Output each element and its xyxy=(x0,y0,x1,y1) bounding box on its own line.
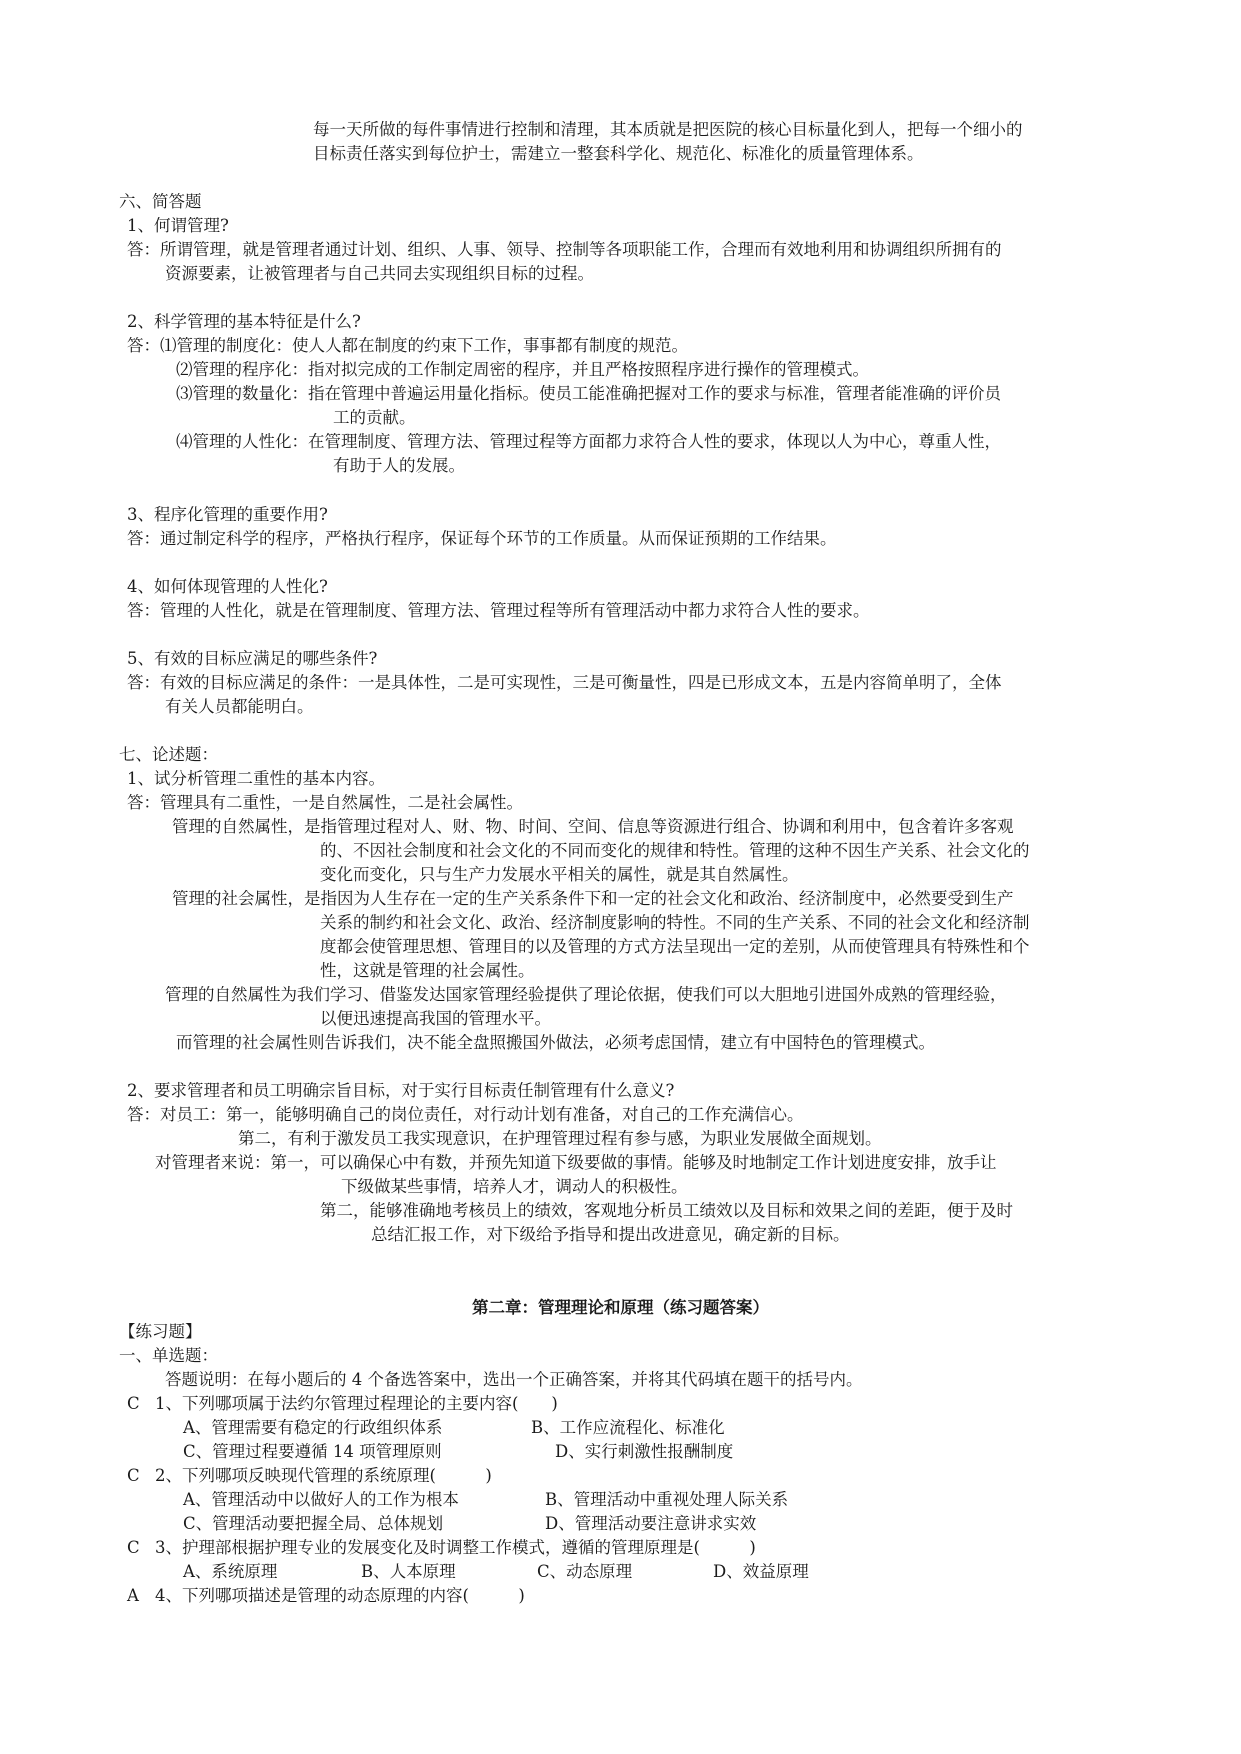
q2-option-b: B、管理活动中重视处理人际关系 xyxy=(545,1490,789,1509)
s7-q1-answer-5: 管理的社会属性，是指因为人生存在一定的生产关系条件下和一定的社会文化和政治、经济制度中，必然要受到生产 xyxy=(172,889,1014,908)
q1-stem: 1、下列哪项属于法约尔管理过程理论的主要内容( ) xyxy=(155,1394,558,1413)
q1-option-b: B、工作应流程化、标准化 xyxy=(531,1418,725,1437)
q3-answer-mark: C xyxy=(127,1538,140,1557)
s7-q1-answer-8: 性，这就是管理的社会属性。 xyxy=(320,961,535,980)
q1-answer-mark: C xyxy=(127,1394,140,1413)
s7-q1: 1、试分析管理二重性的基本内容。 xyxy=(127,769,385,788)
s7-q2-answer-5: 第二，能够准确地考核员上的绩效，客观地分析员工绩效以及目标和效果之间的差距，便于及时 xyxy=(320,1201,1013,1220)
q1-option-a: A、管理需要有稳定的行政组织体系 xyxy=(183,1418,443,1437)
instruction: 答题说明：在每小题后的 4 个备选答案中，选出一个正确答案，并将其代码填在题干的括号内。 xyxy=(165,1370,863,1389)
s6-q2: 2、科学管理的基本特征是什么? xyxy=(127,312,361,331)
s6-q2-answer-5: ⑷管理的人性化：在管理制度、管理方法、管理过程等方面都力求符合人性的要求，体现以人为中心，尊重人性， xyxy=(176,432,1001,451)
s7-q1-answer-1: 答：管理具有二重性，一是自然属性，二是社会属性。 xyxy=(127,793,523,812)
s7-q1-answer-6: 关系的制约和社会文化、政治、经济制度影响的特性。不同的生产关系、不同的社会文化和经济制 xyxy=(320,913,1030,932)
s6-q2-answer-4: 工的贡献。 xyxy=(333,408,416,427)
q4-answer-mark: A xyxy=(127,1586,139,1605)
q3-option-d: D、效益原理 xyxy=(713,1562,809,1581)
intro-line-2: 目标责任落实到每位护士，需建立一整套科学化、规范化、标准化的质量管理体系。 xyxy=(313,144,924,163)
chapter2-title: 第二章：管理理论和原理（练习题答案） xyxy=(472,1298,769,1317)
s7-q2-answer-1: 答：对员工：第一，能够明确自己的岗位责任，对行动计划有准备，对自己的工作充满信心。 xyxy=(127,1105,804,1124)
s6-q1: 1、何谓管理? xyxy=(127,216,229,235)
q2-answer-mark: C xyxy=(127,1466,140,1485)
s7-q1-answer-4: 变化而变化，只与生产力发展水平相关的属性，就是其自然属性。 xyxy=(320,865,799,884)
q2-stem: 2、下列哪项反映现代管理的系统原理( ) xyxy=(155,1466,492,1485)
q3-option-b: B、人本原理 xyxy=(361,1562,456,1581)
s6-q2-answer-3: ⑶管理的数量化：指在管理中普遍运用量化指标。使员工能准确把握对工作的要求与标准，管理者能准确的评价员 xyxy=(176,384,1001,403)
s6-q2-answer-6: 有助于人的发展。 xyxy=(333,456,465,475)
q2-option-a: A、管理活动中以做好人的工作为根本 xyxy=(183,1490,459,1509)
s6-q1-answer-2: 资源要素，让被管理者与自己共同去实现组织目标的过程。 xyxy=(165,264,594,283)
s7-q1-answer-3: 的、不因社会制度和社会文化的不同而变化的规律和特性。管理的这种不因生产关系、社会文化的 xyxy=(320,841,1030,860)
s7-q2-answer-4: 下级做某些事情，培养人才，调动人的积极性。 xyxy=(341,1177,688,1196)
q3-option-c: C、动态原理 xyxy=(537,1562,633,1581)
s7-q1-answer-11: 而管理的社会属性则告诉我们，决不能全盘照搬国外做法，必须考虑国情，建立有中国特色的管理模式。 xyxy=(176,1033,935,1052)
section6-title: 六、简答题 xyxy=(119,192,202,211)
section7-title: 七、论述题： xyxy=(119,745,218,764)
q1-option-d: D、实行刺激性报酬制度 xyxy=(555,1442,734,1461)
s6-q2-answer-2: ⑵管理的程序化：指对拟完成的工作制定周密的程序，并且严格按照程序进行操作的管理模式。 xyxy=(176,360,869,379)
s7-q2-answer-3: 对管理者来说：第一，可以确保心中有数，并预先知道下级要做的事情。能够及时地制定工作计划进度安排，放手让 xyxy=(155,1153,997,1172)
s6-q1-answer-1: 答：所谓管理，就是管理者通过计划、组织、人事、领导、控制等各项职能工作，合理而有效地利用和协调组织所拥有的 xyxy=(127,240,1002,259)
s7-q2-answer-6: 总结汇报工作，对下级给予指导和提出改进意见，确定新的目标。 xyxy=(371,1225,850,1244)
s7-q1-answer-7: 度都会使管理思想、管理目的以及管理的方式方法呈现出一定的差别，从而使管理具有特殊性和个 xyxy=(320,937,1030,956)
exercise-label: 【练习题】 xyxy=(119,1322,202,1341)
intro-line-1: 每一天所做的每件事情进行控制和清理，其本质就是把医院的核心目标量化到人，把每一个细小的 xyxy=(313,120,1023,139)
section1-title: 一、单选题： xyxy=(119,1346,218,1365)
s6-q5-answer-2: 有关人员都能明白。 xyxy=(165,697,314,716)
q2-option-d: D、管理活动要注意讲求实效 xyxy=(545,1514,757,1533)
q3-option-a: A、系统原理 xyxy=(183,1562,278,1581)
s6-q2-answer-1: 答：⑴管理的制度化：使人人都在制度的约束下工作，事事都有制度的规范。 xyxy=(127,336,688,355)
s6-q4-answer-1: 答：管理的人性化，就是在管理制度、管理方法、管理过程等所有管理活动中都力求符合人性的要求。 xyxy=(127,601,870,620)
s6-q5-answer-1: 答：有效的目标应满足的条件：一是具体性，二是可实现性，三是可衡量性，四是已形成文本，五是内容简单明了，全体 xyxy=(127,673,1002,692)
s7-q2-answer-2: 第二，有利于激发员工我实现意识，在护理管理过程有参与感，为职业发展做全面规划。 xyxy=(238,1129,882,1148)
s7-q1-answer-9: 管理的自然属性为我们学习、借鉴发达国家管理经验提供了理论依据，使我们可以大胆地引进国外成熟的管理经验， xyxy=(165,985,1007,1004)
s6-q4: 4、如何体现管理的人性化? xyxy=(127,577,328,596)
s7-q2: 2、要求管理者和员工明确宗旨目标，对于实行目标责任制管理有什么意义? xyxy=(127,1081,675,1100)
s7-q1-answer-2: 管理的自然属性，是指管理过程对人、财、物、时间、空间、信息等资源进行组合、协调和利用中，包含着许多客观 xyxy=(172,817,1014,836)
s7-q1-answer-10: 以便迅速提高我国的管理水平。 xyxy=(320,1009,551,1028)
q1-option-c: C、管理过程要遵循 14 项管理原则 xyxy=(183,1442,442,1461)
q2-option-c: C、管理活动要把握全局、总体规划 xyxy=(183,1514,444,1533)
s6-q3: 3、程序化管理的重要作用? xyxy=(127,505,328,524)
q4-stem: 4、下列哪项描述是管理的动态原理的内容( ) xyxy=(155,1586,525,1605)
q3-stem: 3、护理部根据护理专业的发展变化及时调整工作模式，遵循的管理原理是( ) xyxy=(155,1538,756,1557)
s6-q3-answer-1: 答：通过制定科学的程序，严格执行程序，保证每个环节的工作质量。从而保证预期的工作结果。 xyxy=(127,529,837,548)
s6-q5: 5、有效的目标应满足的哪些条件? xyxy=(127,649,378,668)
